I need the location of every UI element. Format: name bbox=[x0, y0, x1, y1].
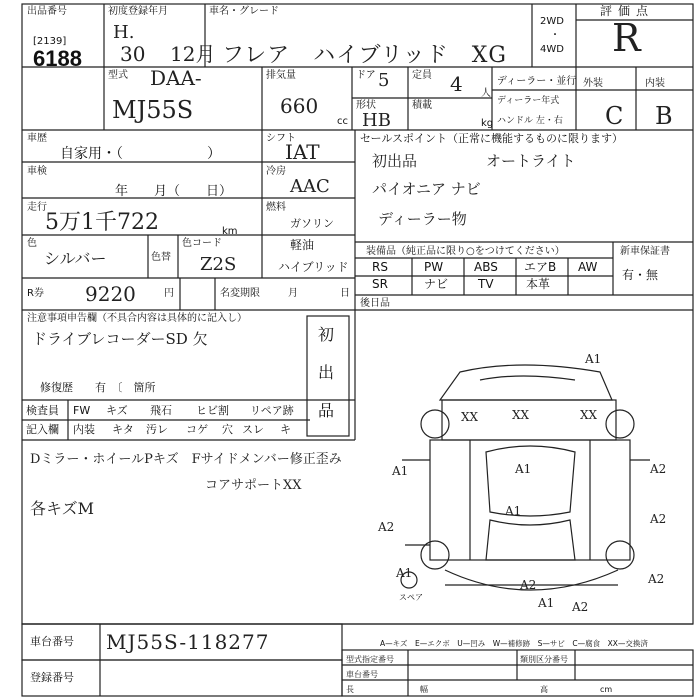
drive-4wd: 4WD bbox=[540, 44, 564, 55]
drive-2wd: 2WD bbox=[540, 16, 564, 27]
disp-label: 排気量 bbox=[266, 70, 296, 81]
mileage-unit: km bbox=[222, 226, 238, 237]
stamp-char-3: 品 bbox=[318, 401, 335, 420]
remarks-line1: Dミラー・ホイールPキズ Fサイドメンバー修正歪み bbox=[30, 452, 342, 467]
equip-airbag: エアB bbox=[524, 260, 557, 274]
diagram-legend: A—キズ E—エクボ U—凹み W—補修跡 S—サビ C—腐食 XX—交換済 bbox=[380, 639, 648, 648]
inspector-label-1: 検査員 bbox=[26, 404, 59, 417]
stamp-unit: cm bbox=[600, 685, 613, 694]
warranty-value: 有・無 bbox=[622, 268, 659, 282]
int-value: B bbox=[655, 102, 673, 130]
insp-burn: コゲ bbox=[186, 423, 208, 436]
stamp-char-1: 初 bbox=[318, 325, 335, 344]
equipment-label: 装備品（純正品に限り○をつけてください） bbox=[366, 246, 565, 257]
inspector-label-2: 記入欄 bbox=[26, 423, 59, 436]
inspect-label: 車検 bbox=[27, 166, 47, 177]
after-label: 後日品 bbox=[360, 298, 390, 309]
mark-rear-1: A2 bbox=[520, 578, 537, 592]
insp-repair: リペア跡 bbox=[250, 404, 294, 417]
lot-code: [2139] bbox=[33, 36, 67, 47]
insp-hole: 穴 bbox=[222, 423, 233, 436]
sales-item-4: ディーラー物 bbox=[378, 210, 467, 228]
r-label: R券 bbox=[27, 288, 44, 299]
fuel-gas: ガソリン bbox=[290, 217, 334, 230]
load-label: 積載 bbox=[412, 100, 432, 111]
name-grade-value: フレア ハイブリッド XG bbox=[222, 43, 507, 68]
equip-tv: TV bbox=[478, 277, 494, 291]
lot-label: 出品番号 bbox=[27, 6, 67, 17]
warranty-label: 新車保証書 bbox=[620, 246, 670, 257]
mark-right-2: A2 bbox=[650, 512, 667, 526]
stamp-height-label: 高 bbox=[540, 685, 548, 694]
history-value: 自家用・（ ） bbox=[60, 146, 221, 162]
equip-aw: AW bbox=[578, 260, 598, 274]
score-value: R bbox=[612, 16, 641, 60]
mark-left-2: A2 bbox=[378, 520, 395, 534]
ext-label: 外装 bbox=[583, 78, 603, 89]
insp-crack: ヒビ割 bbox=[196, 404, 229, 417]
fuel-label: 燃料 bbox=[266, 202, 286, 213]
r-unit: 円 bbox=[164, 288, 174, 299]
mark-top: A1 bbox=[585, 352, 602, 366]
fuel-hybrid: ハイブリッド bbox=[278, 260, 349, 274]
sales-item-1: 初出品 bbox=[372, 152, 418, 170]
insp-dirt: 汚レ bbox=[146, 423, 168, 436]
cap-value: 4 bbox=[450, 72, 463, 96]
name-change-label: 名変期限 bbox=[220, 288, 260, 299]
disp-value: 660 bbox=[280, 94, 319, 118]
equip-pw: PW bbox=[424, 260, 444, 274]
shift-label: シフト bbox=[266, 133, 296, 144]
era-value: H. bbox=[113, 22, 135, 43]
dealer-label: ディーラー・並行 bbox=[497, 76, 577, 87]
insp-scratch: キズ bbox=[106, 404, 128, 417]
stamp-width-label: 幅 bbox=[420, 685, 428, 694]
fuel-diesel: 軽油 bbox=[290, 238, 315, 252]
reg-label: 登録番号 bbox=[30, 671, 74, 684]
mileage-label: 走行 bbox=[27, 202, 47, 213]
name-grade-label: 車名・グレード bbox=[209, 6, 279, 17]
color-value: シルバー bbox=[44, 249, 107, 268]
door-label: ドア bbox=[356, 70, 376, 81]
chassis-label: 車台番号 bbox=[30, 635, 74, 648]
mark-left-1: A1 bbox=[392, 464, 409, 478]
insp-ki: キ bbox=[280, 423, 291, 436]
equip-navi: ナビ bbox=[424, 277, 449, 291]
mark-roof: A1 bbox=[515, 462, 532, 476]
first-reg-label: 初度登録年月 bbox=[108, 6, 168, 17]
sales-item-3: パイオニア ナビ bbox=[372, 180, 481, 198]
cap-label: 定員 bbox=[412, 70, 432, 81]
disp-unit: cc bbox=[337, 116, 348, 127]
stamp-chassis-label: 車台番号 bbox=[346, 670, 378, 679]
cap-unit: 人 bbox=[481, 88, 491, 99]
history-label: 車歴 bbox=[27, 133, 47, 144]
equip-abs: ABS bbox=[474, 260, 498, 274]
equip-leather: 本革 bbox=[526, 277, 551, 291]
door-value: 5 bbox=[378, 70, 390, 91]
color-label: 色 bbox=[27, 238, 37, 249]
shape-label: 形状 bbox=[356, 100, 376, 111]
notes-label: 注意事項申告欄（不具合内容は具体的に記入し） bbox=[27, 313, 247, 324]
insp-rub: スレ bbox=[242, 423, 264, 436]
shift-value: IAT bbox=[285, 140, 320, 164]
notes-line1: ドライブレコーダーSD 欠 bbox=[32, 330, 208, 348]
equip-sr: SR bbox=[372, 277, 388, 291]
chassis-value: MJ55S-118277 bbox=[106, 630, 270, 654]
mark-left-3: A1 bbox=[396, 566, 413, 580]
cool-value: AAC bbox=[290, 176, 330, 197]
sales-item-2: オートライト bbox=[486, 152, 576, 170]
stamp-class-label: 類別区分番号 bbox=[520, 655, 568, 664]
dealer-year: ディーラー年式 bbox=[497, 96, 560, 106]
name-change-month: 月 bbox=[288, 288, 298, 299]
lot-number: 6188 bbox=[33, 46, 82, 71]
mark-rear-3: A2 bbox=[572, 600, 589, 614]
load-unit: kg bbox=[481, 118, 494, 129]
r-value: 9220 bbox=[85, 282, 136, 306]
model-label: 型式 bbox=[108, 70, 128, 81]
spare-label: スペア bbox=[399, 593, 423, 602]
name-change-day: 日 bbox=[340, 288, 350, 299]
remarks-line2: コアサポートXX bbox=[205, 478, 302, 493]
inspect-value: 年 月（ 日） bbox=[115, 184, 233, 199]
insp-k: キタ bbox=[112, 423, 134, 436]
int-label: 内装 bbox=[645, 78, 665, 89]
mark-xx-center: XX bbox=[512, 408, 530, 422]
repair-label: 修復歴 有 〔 箇所 bbox=[40, 381, 156, 394]
cool-label: 冷房 bbox=[266, 166, 286, 177]
mark-xx-left: XX bbox=[461, 410, 479, 424]
mark-center-2: A1 bbox=[505, 504, 522, 518]
score-label: 評価点 bbox=[600, 4, 655, 18]
month-value: 12月 bbox=[170, 42, 216, 66]
insp-fw: FW bbox=[73, 404, 91, 417]
model-value: MJ55S bbox=[112, 96, 194, 124]
model-value-prefix: DAA- bbox=[150, 66, 202, 90]
car-diagram bbox=[401, 365, 650, 590]
stamp-char-2: 出 bbox=[318, 363, 335, 382]
drive-dot: ・ bbox=[550, 30, 560, 41]
insp-chip: 飛石 bbox=[150, 404, 172, 417]
sales-label: セールスポイント（正常に機能するものに限ります） bbox=[360, 132, 624, 145]
stamp-length-label: 長 bbox=[346, 685, 354, 694]
remarks-line3: 各キズM bbox=[30, 499, 95, 518]
ext-value: C bbox=[605, 102, 624, 130]
handle-label: ハンドル 左・右 bbox=[497, 116, 563, 126]
code-label: 色コード bbox=[182, 238, 222, 249]
mileage-value: 5万1千722 bbox=[45, 210, 159, 235]
equip-rs: RS bbox=[372, 260, 388, 274]
mark-xx-right: XX bbox=[580, 408, 598, 422]
code-value: Z2S bbox=[200, 254, 237, 275]
mark-right-1: A2 bbox=[650, 462, 667, 476]
insp-interior: 内装 bbox=[73, 423, 95, 436]
stamp-model-label: 型式指定番号 bbox=[346, 655, 394, 664]
year-value: 30 bbox=[120, 42, 146, 66]
shape-value: HB bbox=[362, 110, 391, 131]
mark-right-3: A2 bbox=[648, 572, 665, 586]
tone-label: 色替 bbox=[151, 252, 171, 263]
mark-rear-2: A1 bbox=[538, 596, 555, 610]
